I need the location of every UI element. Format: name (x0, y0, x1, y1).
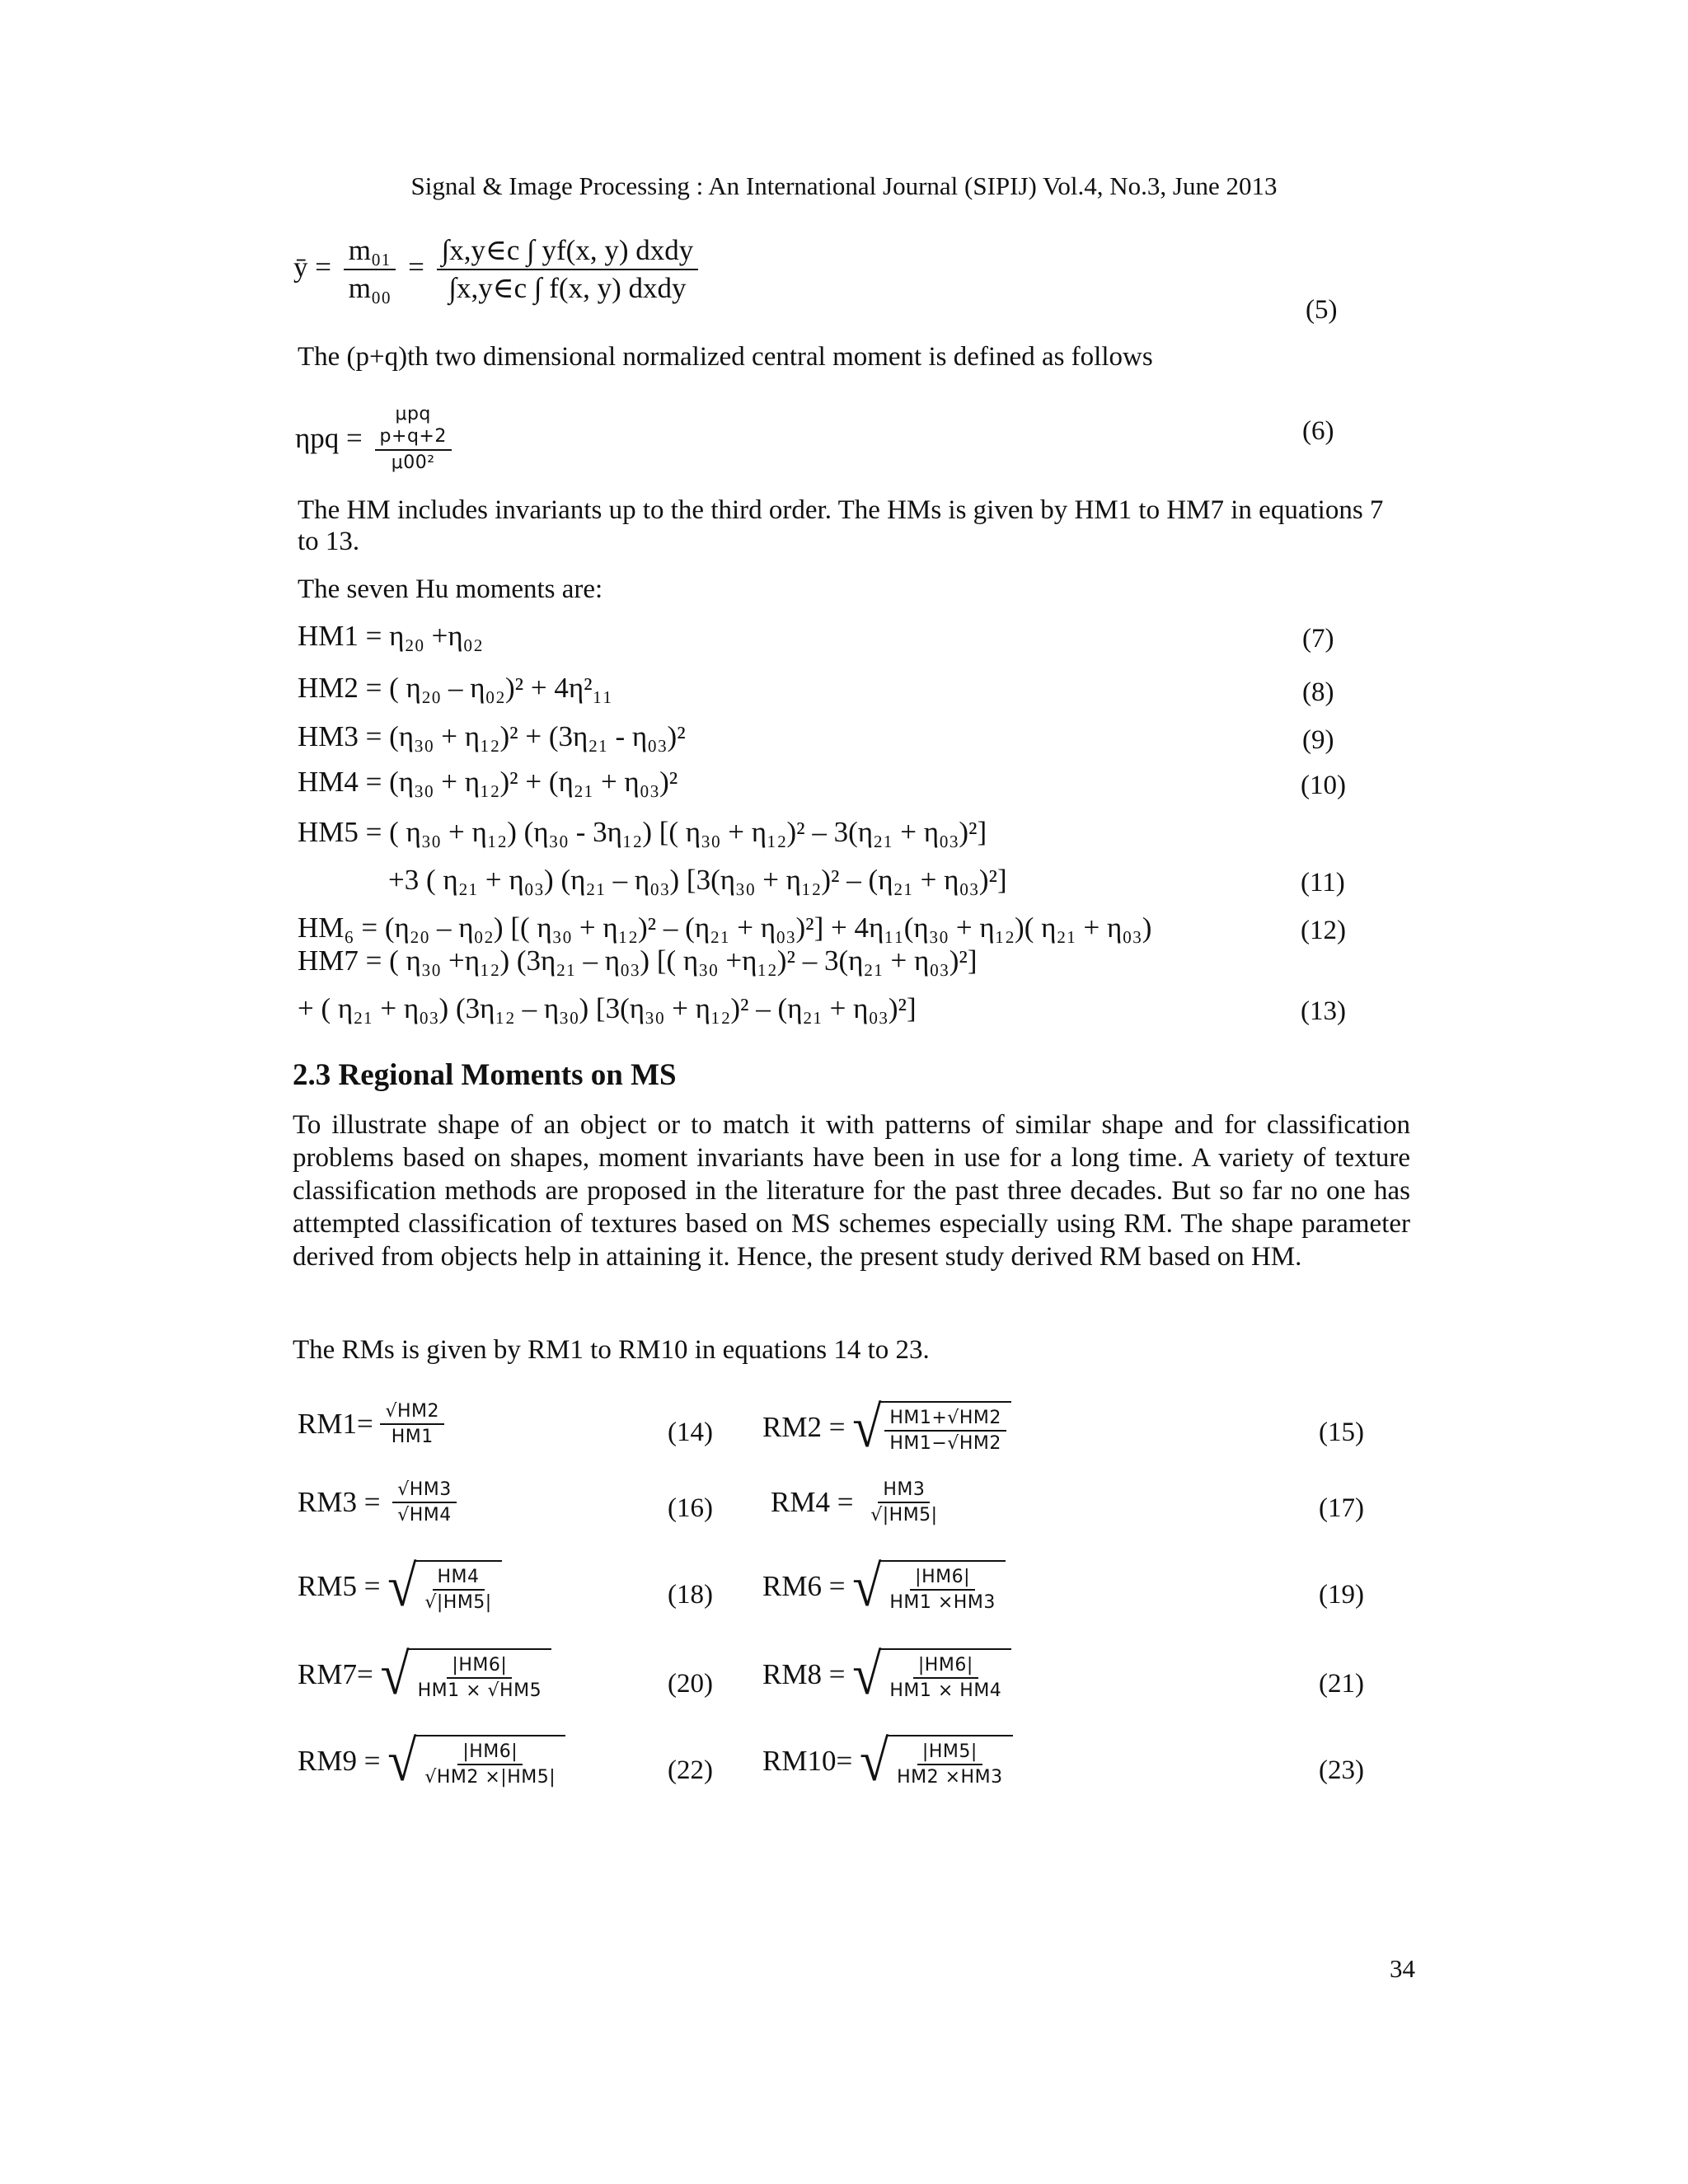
equation-number: (10) (1301, 771, 1346, 800)
rm10-equation: RM10= √ $\frac{|HM5|}{HM2 \times HM3}$ (762, 1735, 1013, 1788)
rm1-equation: RM1= $\frac{√HM2}{HM1}$ (298, 1401, 449, 1448)
text-line: The (p+q)th two dimensional normalized central moment is defined as follows (298, 342, 1153, 372)
rm7-equation: RM7= √ $\frac{|HM6|}{HM1 \times √HM5}$ (298, 1648, 551, 1702)
equation-11-line-2: +3 ( η₂₁ + η₀₃) (η₂₁ – η₀₃) [3(η₃₀ + η₁₂)² – (η₂₁ + η₀₃)²] (388, 864, 1007, 896)
equation-number: (12) (1301, 916, 1346, 945)
equation-number: (13) (1301, 996, 1346, 1026)
rm9-equation: RM9 = √ $\frac{|HM6|}{√HM2 \times|HM5|}$ (298, 1735, 565, 1788)
rm2-equation: RM2 = √ $\frac{HM1+√HM2}{HM1-√HM2}$ (762, 1401, 1011, 1455)
equation-number: (19) (1319, 1580, 1364, 1610)
equation-number: (15) (1319, 1418, 1364, 1447)
equation-10: HM4 = (η₃₀ + η₁₂)² + (η₂₁ + η₀₃)² (298, 766, 678, 798)
equation-8: HM2 = ( η₂₀ – η₀₂)² + 4η²₁₁ (298, 672, 613, 704)
equation-9: HM3 = (η₃₀ + η₁₂)² + (3η₂₁ - η₀₃)² (298, 720, 686, 752)
equation-number: (11) (1301, 868, 1345, 898)
equation-5: ȳ = $\frac{\text{m₀₁}}{\text{m₀₀}}$ = $\frac{\text{∫x,y∈c ∫ yf(x, y) dxdy}}{\text{∫x,y∈c ∫ f(x, y) dxdy}}$ (293, 234, 703, 306)
equation-12: HM₆ = (η₂₀ – η₀₂) [( η₃₀ + η₁₂)² – (η₂₁ + η₀₃)²] + 4η₁₁(η₃₀ + η₁₂)( η₂₁ + η₀₃) (298, 912, 1152, 944)
equation-number: (9) (1302, 725, 1334, 755)
equation-number: (14) (668, 1418, 713, 1447)
rm4-equation: RM4 = $\frac{HM3}{√|HM5|}$ (771, 1479, 938, 1526)
paragraph: To illustrate shape of an object or to match it with patterns of similar shape and for classification problems based on shapes, moment invariants have been in use for a long time. A variety of texture classification methods are proposed in the literature for the past three decades. But so far no one has attempted classification of textures based on MS schemes especially using RM. The shape parameter derived from objects help in attaining it. Hence, the present study derived RM based on HM. (293, 1110, 1410, 1272)
rm5-equation: RM5 = √ $\frac{HM4}{√|HM5|}$ (298, 1560, 502, 1614)
equation-number: (21) (1319, 1669, 1364, 1699)
text-line: The RMs is given by RM1 to RM10 in equations 14 to 23. (293, 1335, 930, 1365)
page-number: 34 (1390, 1954, 1415, 1983)
paragraph: The HM includes invariants up to the third order. The HMs is given by HM1 to HM7 in equations 7 to 13. (298, 495, 1384, 556)
rm3-equation: RM3 = $\frac{√HM3}{√HM4}$ (298, 1479, 462, 1526)
equation-number: (5) (1306, 295, 1338, 325)
equation-6: ηpq = μpq p+q+2 μ00² (295, 404, 457, 473)
rm8-equation: RM8 = √ $\frac{|HM6|}{HM1 \times HM4}$ (762, 1648, 1011, 1702)
equation-number: (17) (1319, 1493, 1364, 1523)
section-heading: 2.3 Regional Moments on MS (293, 1058, 677, 1092)
equation-13-line-1: HM7 = ( η₃₀ +η₁₂) (3η₂₁ – η₀₃) [( η₃₀ +η₁₂)² – 3(η₂₁ + η₀₃)²] (298, 944, 978, 977)
equation-13-line-2: + ( η₂₁ + η₀₃) (3η₁₂ – η₃₀) [3(η₃₀ + η₁₂)² – (η₂₁ + η₀₃)²] (298, 992, 917, 1024)
equation-number: (18) (668, 1580, 713, 1610)
running-header: Signal & Image Processing : An International Journal (SIPIJ) Vol.4, No.3, June 2013 (410, 171, 1278, 200)
eq5-lhs: ȳ = (293, 251, 331, 284)
equation-number: (20) (668, 1669, 713, 1699)
eq5-fraction-1: $\frac{\text{m₀₁}}{\text{m₀₀}}$ (344, 234, 396, 306)
equation-number: (16) (668, 1493, 713, 1523)
equation-number: (22) (668, 1755, 713, 1785)
eq6-fraction: μpq p+q+2 μ00² (375, 404, 452, 473)
eq5-fraction-2: $\frac{\text{∫x,y∈c ∫ yf(x, y) dxdy}}{\text{∫x,y∈c ∫ f(x, y) dxdy}}$ (437, 234, 699, 306)
text-line: The seven Hu moments are: (298, 574, 603, 604)
equation-number: (8) (1302, 677, 1334, 707)
equation-number: (6) (1302, 416, 1334, 446)
equation-number: (7) (1302, 624, 1334, 654)
rm6-equation: RM6 = √ $\frac{|HM6|}{HM1 \times HM3}$ (762, 1560, 1006, 1614)
equation-number: (23) (1319, 1755, 1364, 1785)
equation-11-line-1: HM5 = ( η₃₀ + η₁₂) (η₃₀ - 3η₁₂) [( η₃₀ + η₁₂)² – 3(η₂₁ + η₀₃)²] (298, 816, 987, 848)
equation-7: HM1 = η₂₀ +η₀₂ (298, 620, 484, 652)
